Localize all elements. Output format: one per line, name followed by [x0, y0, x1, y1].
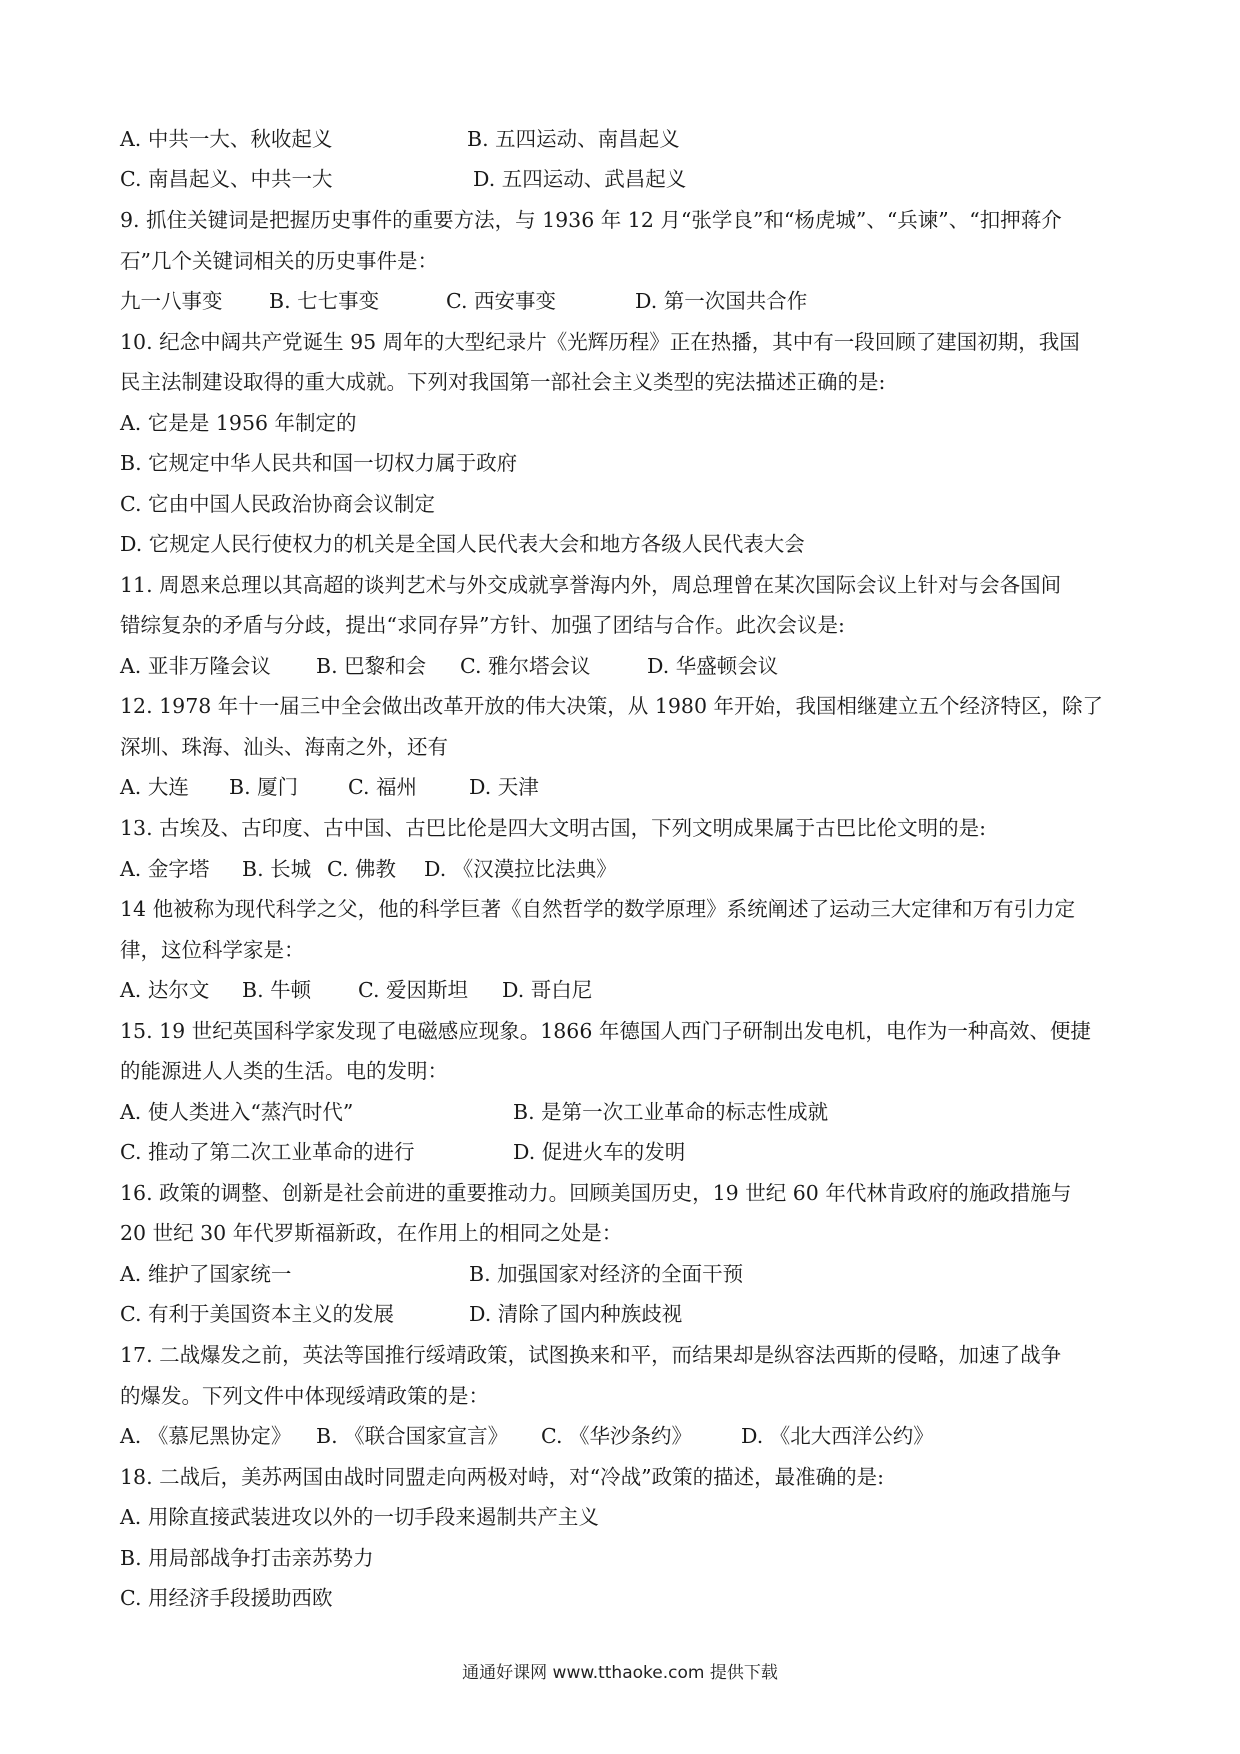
q10-stem-line-1: 10. 纪念中阔共产党诞生 95 周年的大型纪录片《光辉历程》正在热播，其中有一段回顾了建国初期，我国 [120, 330, 1080, 354]
q12-stem-line-1: 12. 1978 年十一届三中全会做出改革开放的伟大决策，从 1980 年开始，我国相继建立五个经济特区，除了 [120, 694, 1104, 718]
q14-options-row [120, 973, 1130, 1007]
q12-stem-line-2: 深圳、珠海、汕头、海南之外，还有 [120, 735, 448, 759]
q12-options-row [120, 770, 1130, 804]
q11-option-b: B. 巴黎和会 [316, 654, 427, 678]
q9-option-c: C. 西安事变 [446, 289, 556, 313]
q15-options-row-2 [120, 1135, 1130, 1169]
q16-option-a: A. 维护了国家统一 [120, 1262, 292, 1286]
q11-options-row [120, 649, 1130, 683]
page-footer: 通通好课网 www.tthaoke.com 提供下载 [462, 1663, 778, 1683]
q15-option-a: A. 使人类进入“蒸汽时代” [120, 1100, 354, 1124]
q10-option-d: D. 它规定人民行使权力的机关是全国人民代表大会和地方各级人民代表大会 [120, 532, 805, 556]
q17-option-a: A. 《慕尼黑协定》 [120, 1424, 292, 1448]
q17-stem-line-1: 17. 二战爆发之前，英法等国推行绥靖政策，试图换来和平，而结果却是纵容法西斯的侵略，加速了战争 [120, 1343, 1062, 1367]
q9-stem-line-1: 9. 抓住关键词是把握历史事件的重要方法，与 1936 年 12 月“张学良”和“杨虎城”、“兵谏”、“扣押蒋介 [120, 208, 1062, 232]
q10-option-a: A. 它是是 1956 年制定的 [120, 411, 357, 435]
q15-option-d: D. 促进火车的发明 [513, 1140, 686, 1164]
q16-option-b: B. 加强国家对经济的全面干预 [469, 1262, 744, 1286]
q9-stem-line-2: 石”几个关键词相关的历史事件是： [120, 249, 438, 273]
q11-stem-line-1: 11. 周恩来总理以其高超的谈判艺术与外交成就享誉海内外，周总理曾在某次国际会议上针对与会各国间 [120, 573, 1062, 597]
q8-option-b: B. 五四运动、南昌起义 [467, 127, 680, 151]
q14-option-b: B. 牛顿 [242, 978, 312, 1002]
q13-option-d: D. 《汉漠拉比法典》 [424, 857, 617, 881]
q11-option-a: A. 亚非万隆会议 [120, 654, 271, 678]
q14-option-a: A. 达尔文 [120, 978, 210, 1002]
q17-option-c: C. 《华沙条约》 [541, 1424, 692, 1448]
q12-option-b: B. 厦门 [229, 775, 299, 799]
q13-option-b: B. 长城 [242, 857, 312, 881]
q14-stem-line-2: 律，这位科学家是： [120, 938, 305, 962]
q18-option-c: C. 用经济手段援助西欧 [120, 1586, 333, 1610]
q11-option-c: C. 雅尔塔会议 [460, 654, 591, 678]
q12-option-d: D. 天津 [469, 775, 539, 799]
q15-stem-line-1: 15. 19 世纪英国科学家发现了电磁感应现象。1866 年德国人西门子研制出发电机，电作为一种高效、便捷 [120, 1019, 1091, 1043]
q17-option-d: D. 《北大西洋公约》 [741, 1424, 934, 1448]
q13-stem-line-1: 13. 古埃及、古印度、古中国、古巴比伦是四大文明古国，下列文明成果属于古巴比伦文明的是: [120, 816, 987, 840]
q11-option-d: D. 华盛顿会议 [647, 654, 779, 678]
q17-options-row [120, 1419, 1130, 1453]
q13-options-row [120, 852, 1130, 886]
q13-option-c: C. 佛教 [327, 857, 396, 881]
q8-option-d: D. 五四运动、武昌起义 [473, 167, 687, 191]
q15-stem-line-2: 的能源进人人类的生活。电的发明： [120, 1059, 448, 1083]
q9-option-b: B. 七七事变 [269, 289, 380, 313]
q15-option-c: C. 推动了第二次工业革命的进行 [120, 1140, 415, 1164]
q15-options-row-1 [120, 1095, 1130, 1129]
q12-option-c: C. 福州 [348, 775, 417, 799]
q15-option-b: B. 是第一次工业革命的标志性成就 [513, 1100, 829, 1124]
q9-options-row [120, 284, 1130, 318]
q14-stem-line-1: 14 他被称为现代科学之父，他的科学巨著《自然哲学的数学原理》系统阐述了运动三大定律和万有引力定 [120, 897, 1076, 921]
q16-options-row-1 [120, 1257, 1130, 1291]
q10-option-b: B. 它规定中华人民共和国一切权力属于政府 [120, 451, 518, 475]
q14-option-d: D. 哥白尼 [502, 978, 593, 1002]
q8-options-row-1 [120, 122, 1130, 156]
q16-stem-line-1: 16. 政策的调整、创新是社会前进的重要推动力。回顾美国历史，19 世纪 60 年代林肯政府的施政措施与 [120, 1181, 1072, 1205]
q18-option-b: B. 用局部战争打击亲苏势力 [120, 1546, 374, 1570]
q16-stem-line-2: 20 世纪 30 年代罗斯福新政，在作用上的相同之处是： [120, 1221, 623, 1245]
q11-stem-line-2: 错综复杂的矛盾与分歧，提出“求同存异”方针、加强了团结与合作。此次会议是: [120, 613, 845, 637]
q9-option-d: D. 第一次国共合作 [635, 289, 808, 313]
q10-option-c: C. 它由中国人民政治协商会议制定 [120, 492, 435, 516]
q8-option-c: C. 南昌起义、中共一大 [120, 167, 333, 191]
q10-stem-line-2: 民主法制建设取得的重大成就。下列对我国第一部社会主义类型的宪法描述正确的是: [120, 370, 886, 394]
q12-option-a: A. 大连 [120, 775, 189, 799]
q14-option-c: C. 爱因斯坦 [358, 978, 468, 1002]
q8-option-a: A. 中共一大、秋收起义 [120, 127, 333, 151]
q17-stem-line-2: 的爆发。下列文件中体现绥靖政策的是： [120, 1384, 489, 1408]
q13-option-a: A. 金字塔 [120, 857, 210, 881]
q9-option-a: 九一八事变 [120, 289, 223, 313]
q8-options-row-2 [120, 162, 1130, 196]
q18-stem-line-1: 18. 二战后，美苏两国由战时同盟走向两极对峙，对“冷战”政策的描述，最准确的是: [120, 1465, 884, 1489]
q16-option-c: C. 有利于美国资本主义的发展 [120, 1302, 394, 1326]
q16-option-d: D. 清除了国内种族歧视 [469, 1302, 683, 1326]
q18-option-a: A. 用除直接武装进攻以外的一切手段来遏制共产主义 [120, 1505, 599, 1529]
q16-options-row-2 [120, 1297, 1130, 1331]
q17-option-b: B. 《联合国家宣言》 [316, 1424, 509, 1448]
